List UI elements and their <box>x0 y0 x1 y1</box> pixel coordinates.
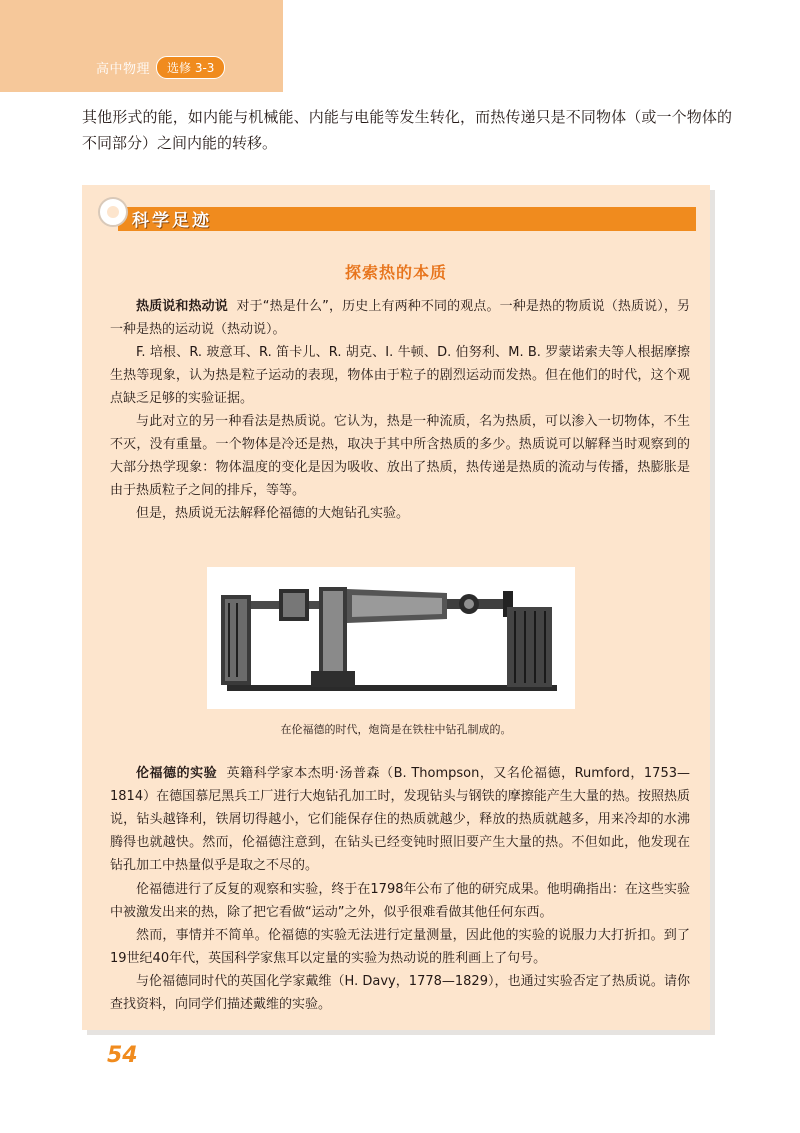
para-quantitative <box>110 924 690 970</box>
para-kinetic-theory <box>110 341 690 410</box>
panel-title: 探索热的本质 <box>344 263 447 282</box>
para2-text: F. 培根、R. 玻意耳、R. 笛卡儿、R. 胡克、I. 牛顿、D. 伯努利、M. B. 罗蒙诺索夫等人根据摩擦生热等现象，认为热是粒子运动的表现，物体由于粒子的剧烈运动而发热。但在他们的时代，这个观点缺乏足够的实验证据。 <box>110 345 690 406</box>
para1-text: 对于“热是什么”，历史上有两种不同的观点。一种是热的物质说（热质说），另一种是热的运动说（热动说）。 <box>110 299 690 337</box>
section-banner-label: 科学足迹 <box>132 211 212 231</box>
header-tab <box>96 56 225 78</box>
para3-text: 与此对立的另一种看法是热质说。它认为，热是一种流质，名为热质，可以渗入一切物体，不生不灭，没有重量。一个物体是冷还是热，取决于其中所含热质的多少。热质说可以解释当时观察到的大部分热学现象：物体温度的变化是因为吸收、放出了热质，热传递是热质的流动与传播，热膨胀是由于热质粒子之间的排斥，等等。 <box>110 414 690 498</box>
para6-text: 伦福德进行了反复的观察和实验，终于在1798年公布了他的研究成果。他明确指出：在这些实验中被激发出来的热，除了把它看做“运动”之外，似乎很难看做其他任何东西。 <box>110 882 690 920</box>
intro-paragraph: 其他形式的能，如内能与机械能、内能与电能等发生转化，而热传递只是不同物体（或一个物体的不同部分）之间内能的转移。 <box>82 108 732 152</box>
para7-text: 然而，事情并不简单。伦福德的实验无法进行定量测量，因此他的实验的说服力大打折扣。到了19世纪40年代，英国科学家焦耳以定量的实验为热动说的胜利画上了句号。 <box>110 928 690 966</box>
para1-lead: 热质说和热动说 <box>136 299 228 314</box>
para-heat-theories <box>110 295 690 341</box>
para-rumford-experiment <box>110 762 690 877</box>
para5-text: 英籍科学家本杰明·汤普森（B. Thompson，又名伦福德，Rumford，1753—1814）在德国慕尼黑兵工厂进行大炮钻孔加工时，发现钻头与钢铁的摩擦能产生大量的热。按照热质说，钻头越锋利，铁屑切得越小，它们能保存住的热质就越少，释放的热质就越多，用来冷却的水沸腾得也就越快。然而，伦福德注意到，在钻头已经变钝时照旧要产生大量的热。不但如此，他发现在钻孔加工中热量似乎是取之不尽的。 <box>110 766 690 873</box>
para8-text: 与伦福德同时代的英国化学家戴维（H. Davy，1778—1829），也通过实验否定了热质说。请你查找资料，向同学们描述戴维的实验。 <box>110 974 690 1012</box>
header-band <box>0 0 283 92</box>
volume-badge: 选修 3-3 <box>156 56 225 79</box>
book-title: 高中物理 <box>96 61 151 77</box>
para-davy <box>110 970 690 1016</box>
page-number: 54 <box>107 1043 138 1068</box>
para-rumford-result <box>110 878 690 924</box>
boring-machine-drawing <box>207 567 575 709</box>
para-caloric-theory <box>110 410 690 502</box>
banner-bullet-icon <box>98 197 128 227</box>
figure-caption: 在伦福德的时代，炮筒是在铁柱中钻孔制成的。 <box>280 723 512 736</box>
para-but <box>110 502 690 525</box>
cannon-boring-illustration <box>207 567 575 709</box>
para5-lead: 伦福德的实验 <box>136 766 218 781</box>
science-footprint-panel <box>82 185 710 1030</box>
para4-text: 但是，热质说无法解释伦福德的大炮钻孔实验。 <box>136 506 410 521</box>
